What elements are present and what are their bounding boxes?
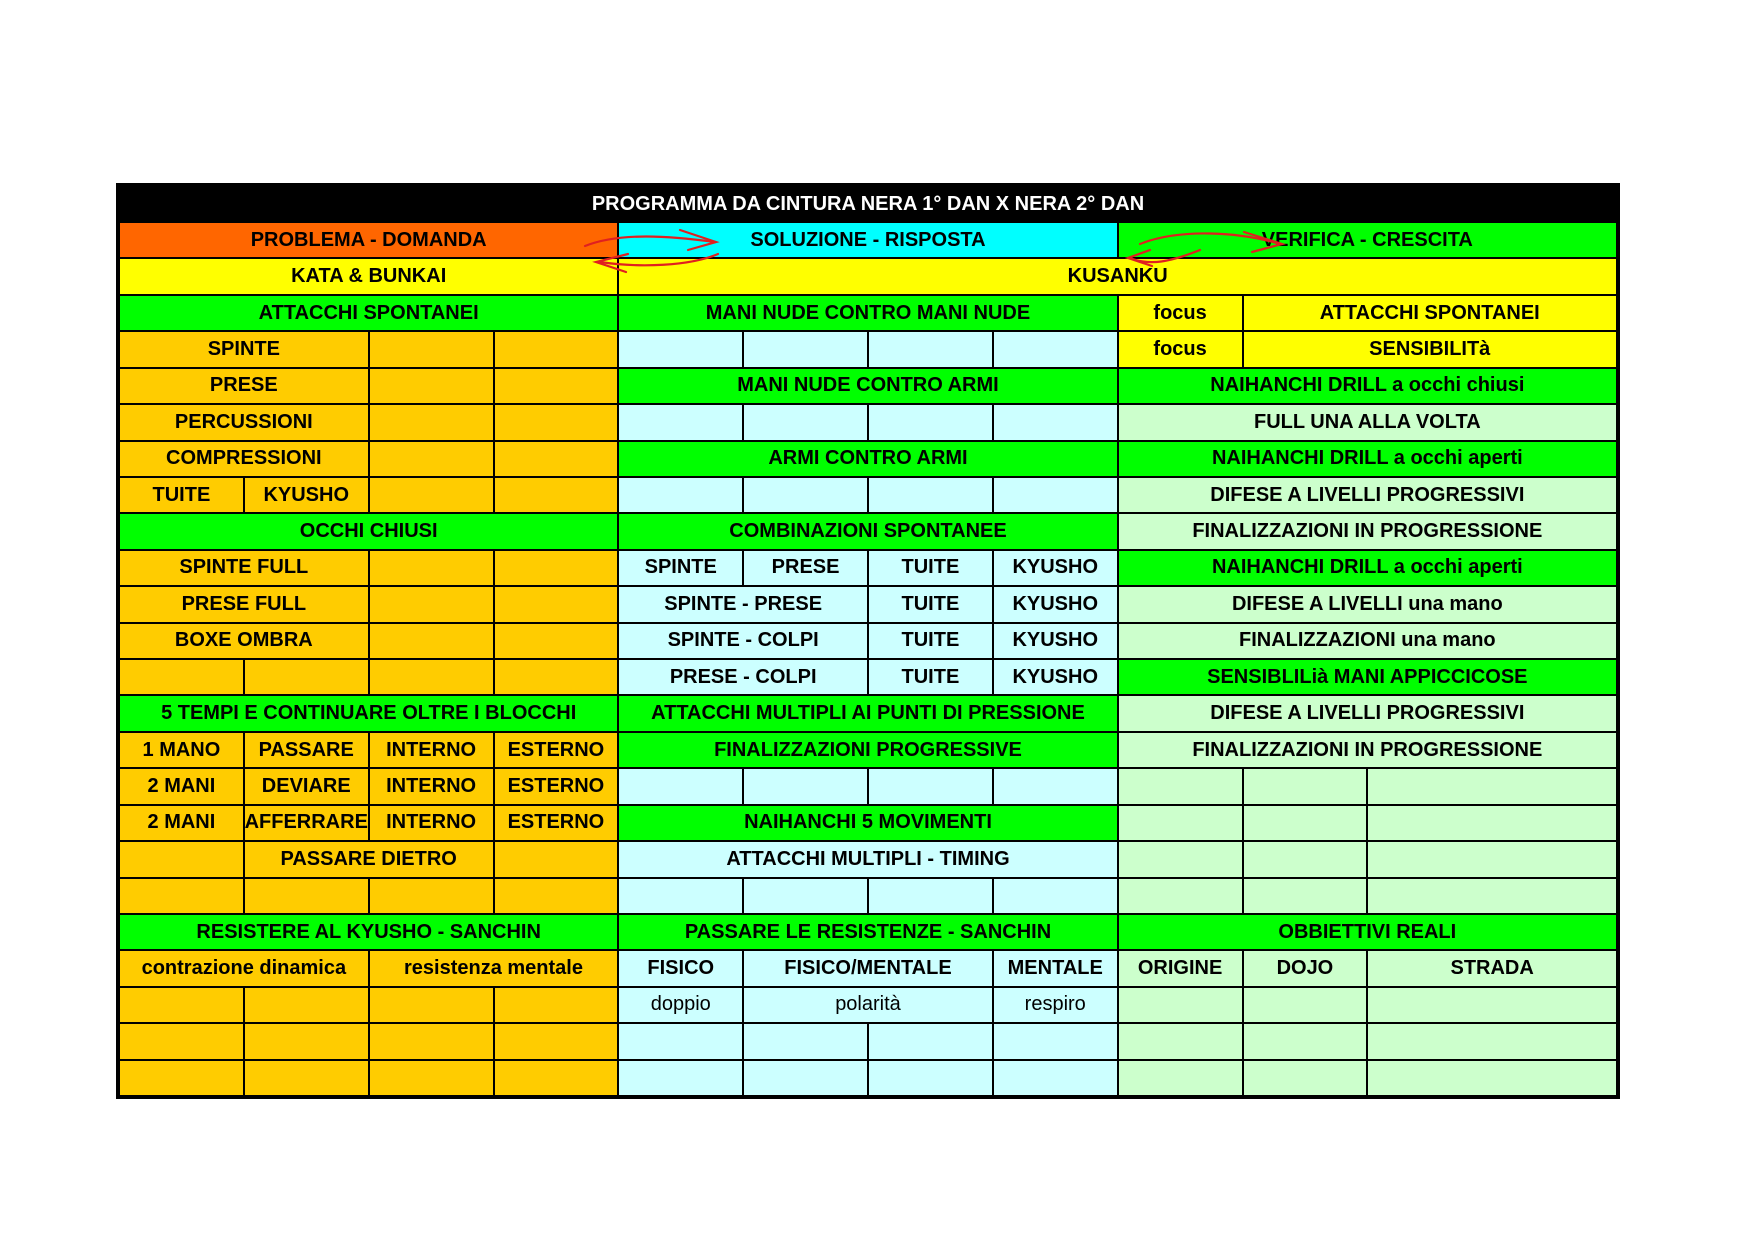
table-cell-empty [1119, 806, 1242, 840]
table-cell-empty [120, 1061, 243, 1095]
table-cell-empty [370, 879, 493, 913]
table-cell: TUITE [869, 624, 992, 658]
table-cell: doppio [619, 988, 742, 1022]
table-cell-empty [744, 332, 867, 366]
table-cell-empty [1368, 1024, 1616, 1058]
table-cell-empty [370, 369, 493, 403]
table-cell-empty [495, 405, 618, 439]
table-cell: MENTALE [994, 951, 1117, 985]
table-cell-empty [495, 879, 618, 913]
table-cell: KYUSHO [245, 478, 368, 512]
table-cell: DIFESE A LIVELLI PROGRESSIVI [1119, 696, 1616, 730]
table-cell: PERCUSSIONI [120, 405, 368, 439]
table-cell-empty [869, 879, 992, 913]
table-cell-empty [370, 478, 493, 512]
table-cell: SPINTE - PRESE [619, 587, 867, 621]
table-cell: PASSARE LE RESISTENZE - SANCHIN [619, 915, 1116, 949]
table-cell: KYUSHO [994, 660, 1117, 694]
table-cell-empty [1119, 1024, 1242, 1058]
table-cell-empty [495, 842, 618, 876]
table-cell-empty [994, 1061, 1117, 1095]
table-cell-empty [994, 769, 1117, 803]
table-cell-empty [245, 988, 368, 1022]
header-soluzione: SOLUZIONE - RISPOSTA [619, 223, 1116, 257]
table-cell: resistenza mentale [370, 951, 618, 985]
table-cell-empty [869, 332, 992, 366]
table-cell-empty [370, 332, 493, 366]
kata-value: KUSANKU [619, 259, 1616, 293]
table-cell: OCCHI CHIUSI [120, 514, 617, 548]
table-cell: ATTACCHI MULTIPLI AI PUNTI DI PRESSIONE [619, 696, 1116, 730]
table-cell-empty [370, 442, 493, 476]
table-cell: KYUSHO [994, 624, 1117, 658]
table-cell: RESISTERE AL KYUSHO - SANCHIN [120, 915, 617, 949]
table-cell-empty [495, 442, 618, 476]
table-cell-empty [994, 405, 1117, 439]
table-cell-empty [744, 1061, 867, 1095]
table-cell: SENSIBILITà [1244, 332, 1617, 366]
table-cell: 2 MANI [120, 806, 243, 840]
table-cell-empty [869, 1061, 992, 1095]
table-cell-empty [495, 478, 618, 512]
table-cell-empty [994, 332, 1117, 366]
table-cell-empty [1119, 1061, 1242, 1095]
table-cell: COMPRESSIONI [120, 442, 368, 476]
table-cell-empty [744, 478, 867, 512]
table-cell: DIFESE A LIVELLI PROGRESSIVI [1119, 478, 1616, 512]
table-cell: contrazione dinamica [120, 951, 368, 985]
table-cell: 2 MANI [120, 769, 243, 803]
table-cell-empty [495, 369, 618, 403]
table-cell: FINALIZZAZIONI PROGRESSIVE [619, 733, 1116, 767]
table-cell-empty [370, 405, 493, 439]
table-cell: ESTERNO [495, 769, 618, 803]
table-cell-empty [619, 1024, 742, 1058]
table-cell: focus [1119, 332, 1242, 366]
table-cell-empty [1368, 842, 1616, 876]
table-cell-empty [120, 842, 243, 876]
table-cell-empty [1244, 769, 1367, 803]
table-cell: FINALIZZAZIONI IN PROGRESSIONE [1119, 733, 1616, 767]
table-cell-empty [1244, 806, 1367, 840]
table-cell: SPINTE - COLPI [619, 624, 867, 658]
program-grid [120, 187, 1616, 1095]
table-cell: INTERNO [370, 806, 493, 840]
table-cell: STRADA [1368, 951, 1616, 985]
table-cell-empty [1368, 879, 1616, 913]
table-cell-empty [1119, 988, 1242, 1022]
table-cell-empty [1368, 1061, 1616, 1095]
table-cell-empty [370, 587, 493, 621]
table-cell: KYUSHO [994, 551, 1117, 585]
table-cell-empty [1244, 988, 1367, 1022]
table-cell: TUITE [869, 587, 992, 621]
table-cell-empty [869, 405, 992, 439]
table-cell: PRESE FULL [120, 587, 368, 621]
table-cell: INTERNO [370, 769, 493, 803]
table-cell: ESTERNO [495, 806, 618, 840]
table-cell-empty [619, 879, 742, 913]
table-cell-empty [1368, 988, 1616, 1022]
table-cell: TUITE [869, 551, 992, 585]
table-cell: FINALIZZAZIONI IN PROGRESSIONE [1119, 514, 1616, 548]
table-cell-empty [619, 1061, 742, 1095]
table-cell-empty [370, 660, 493, 694]
table-cell-empty [495, 1024, 618, 1058]
table-cell: 5 TEMPI E CONTINUARE OLTRE I BLOCCHI [120, 696, 617, 730]
table-cell: ATTACCHI SPONTANEI [1244, 296, 1617, 330]
table-cell-empty [744, 769, 867, 803]
table-cell-empty [744, 1024, 867, 1058]
program-table [116, 183, 1620, 1099]
header-verifica: VERIFICA - CRESCITA [1119, 223, 1616, 257]
table-cell-empty [1119, 879, 1242, 913]
table-cell: FULL UNA ALLA VOLTA [1119, 405, 1616, 439]
table-cell-empty [869, 478, 992, 512]
table-cell: polarità [744, 988, 992, 1022]
table-cell-empty [1244, 879, 1367, 913]
table-cell-empty [619, 405, 742, 439]
table-cell-empty [495, 660, 618, 694]
table-cell-empty [1368, 806, 1616, 840]
table-cell: KYUSHO [994, 587, 1117, 621]
table-cell: NAIHANCHI DRILL a occhi chiusi [1119, 369, 1616, 403]
table-cell: focus [1119, 296, 1242, 330]
table-cell: SPINTE [619, 551, 742, 585]
table-cell-empty [1368, 769, 1616, 803]
table-cell: NAIHANCHI 5 MOVIMENTI [619, 806, 1116, 840]
table-cell-empty [495, 551, 618, 585]
table-cell: respiro [994, 988, 1117, 1022]
table-cell-empty [495, 587, 618, 621]
table-cell: OBBIETTIVI REALI [1119, 915, 1616, 949]
table-cell-empty [619, 332, 742, 366]
table-cell: TUITE [869, 660, 992, 694]
table-cell: NAIHANCHI DRILL a occhi aperti [1119, 442, 1616, 476]
table-cell-empty [245, 879, 368, 913]
table-cell-empty [994, 1024, 1117, 1058]
table-cell-empty [370, 551, 493, 585]
table-cell: DEVIARE [245, 769, 368, 803]
table-cell-empty [869, 1024, 992, 1058]
table-cell-empty [994, 478, 1117, 512]
table-cell: MANI NUDE CONTRO ARMI [619, 369, 1116, 403]
table-cell: DOJO [1244, 951, 1367, 985]
table-cell-empty [245, 1024, 368, 1058]
table-title: PROGRAMMA DA CINTURA NERA 1° DAN X NERA 2° DAN [120, 187, 1616, 221]
table-cell-empty [619, 478, 742, 512]
table-cell-empty [120, 988, 243, 1022]
table-cell: ATTACCHI MULTIPLI - TIMING [619, 842, 1116, 876]
table-cell: ARMI CONTRO ARMI [619, 442, 1116, 476]
table-cell-empty [994, 879, 1117, 913]
table-cell: PRESE - COLPI [619, 660, 867, 694]
table-cell-empty [1244, 1024, 1367, 1058]
table-cell-empty [370, 1061, 493, 1095]
table-cell: FISICO/MENTALE [744, 951, 992, 985]
header-problema: PROBLEMA - DOMANDA [120, 223, 617, 257]
table-cell: PASSARE [245, 733, 368, 767]
table-cell-empty [495, 624, 618, 658]
table-cell: NAIHANCHI DRILL a occhi aperti [1119, 551, 1616, 585]
table-cell-empty [370, 988, 493, 1022]
table-cell-empty [1119, 769, 1242, 803]
table-cell-empty [495, 332, 618, 366]
table-cell-empty [619, 769, 742, 803]
table-cell-empty [744, 879, 867, 913]
table-cell: SPINTE [120, 332, 368, 366]
table-cell: 1 MANO [120, 733, 243, 767]
table-cell: MANI NUDE CONTRO MANI NUDE [619, 296, 1116, 330]
table-cell: PASSARE DIETRO [245, 842, 493, 876]
table-cell: PRESE [120, 369, 368, 403]
table-cell: PRESE [744, 551, 867, 585]
table-cell-empty [370, 624, 493, 658]
kata-label: KATA & BUNKAI [120, 259, 617, 293]
table-cell-empty [370, 1024, 493, 1058]
table-cell: SPINTE FULL [120, 551, 368, 585]
table-cell: INTERNO [370, 733, 493, 767]
table-cell: BOXE OMBRA [120, 624, 368, 658]
table-cell: ATTACCHI SPONTANEI [120, 296, 617, 330]
table-cell: ORIGINE [1119, 951, 1242, 985]
table-cell: DIFESE A LIVELLI una mano [1119, 587, 1616, 621]
table-cell: FISICO [619, 951, 742, 985]
table-cell: FINALIZZAZIONI una mano [1119, 624, 1616, 658]
table-cell-empty [744, 405, 867, 439]
table-cell-empty [120, 660, 243, 694]
table-cell-empty [869, 769, 992, 803]
table-cell-empty [495, 988, 618, 1022]
table-cell-empty [495, 1061, 618, 1095]
table-cell-empty [245, 660, 368, 694]
table-cell-empty [1244, 842, 1367, 876]
table-cell-empty [1244, 1061, 1367, 1095]
table-cell-empty [245, 1061, 368, 1095]
table-cell: TUITE [120, 478, 243, 512]
table-cell: COMBINAZIONI SPONTANEE [619, 514, 1116, 548]
table-cell: AFFERRARE [245, 806, 368, 840]
table-cell-empty [120, 1024, 243, 1058]
table-cell-empty [1119, 842, 1242, 876]
table-cell-empty [120, 879, 243, 913]
table-cell: SENSIBLILià MANI APPICCICOSE [1119, 660, 1616, 694]
table-cell: ESTERNO [495, 733, 618, 767]
